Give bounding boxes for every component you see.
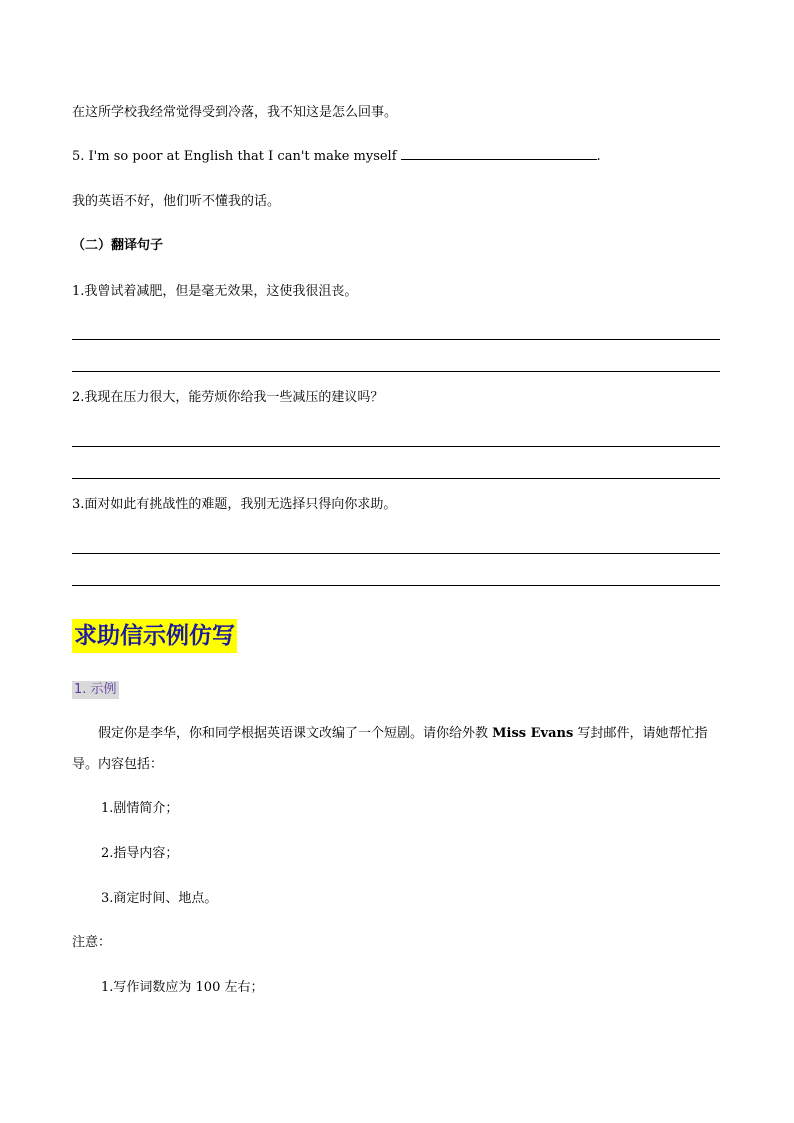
answer-line-3b[interactable] [72, 585, 720, 586]
content-item-3: 3.商定时间、地点。 [101, 891, 218, 906]
notice-item-1: 1.写作词数应为 100 左右； [101, 980, 264, 995]
content-item-2: 2.指导内容； [101, 846, 179, 861]
notice-label: 注意： [72, 935, 112, 950]
para-before: 假定你是李华，你和同学根据英语课文改编了一个短剧。请你给外教 [98, 726, 489, 741]
task-paragraph [72, 718, 722, 780]
answer-blank-5[interactable] [401, 148, 597, 160]
section-subheading: 1. 示例 [74, 682, 117, 697]
item-5-suffix: . [596, 149, 601, 164]
answer-line-2b[interactable] [72, 478, 720, 479]
answer-line-2a[interactable] [72, 446, 720, 447]
teacher-name: Miss Evans [492, 726, 574, 741]
fill-blank-item-5 [72, 148, 601, 166]
content-item-1: 1.剧情简介； [101, 801, 179, 816]
answer-line-1a[interactable] [72, 339, 720, 340]
para-after: 写封邮件，请她帮忙指导。内容包括： [72, 726, 708, 772]
answer-line-3a[interactable] [72, 553, 720, 554]
translate-sentence-2: 2.我现在压力很大，能劳烦你给我一些减压的建议吗？ [72, 390, 384, 405]
sentence-line-prev: 在这所学校我经常觉得受到冷落，我不知这是怎么回事。 [72, 105, 398, 120]
translate-sentence-3: 3.面对如此有挑战性的难题，我别无选择只得向你求助。 [72, 497, 397, 512]
section-title-translate: （二）翻译句子 [72, 238, 164, 253]
translate-sentence-1: 1.我曾试着减肥，但是毫无效果，这使我很沮丧。 [72, 284, 358, 299]
answer-line-1b[interactable] [72, 371, 720, 372]
item-5-prefix: 5. I'm so poor at English that I can't make myself [72, 149, 397, 164]
item-5-hint: 我的英语不好，他们听不懂我的话。 [72, 194, 281, 209]
section-heading: 求助信示例仿写 [72, 619, 237, 653]
